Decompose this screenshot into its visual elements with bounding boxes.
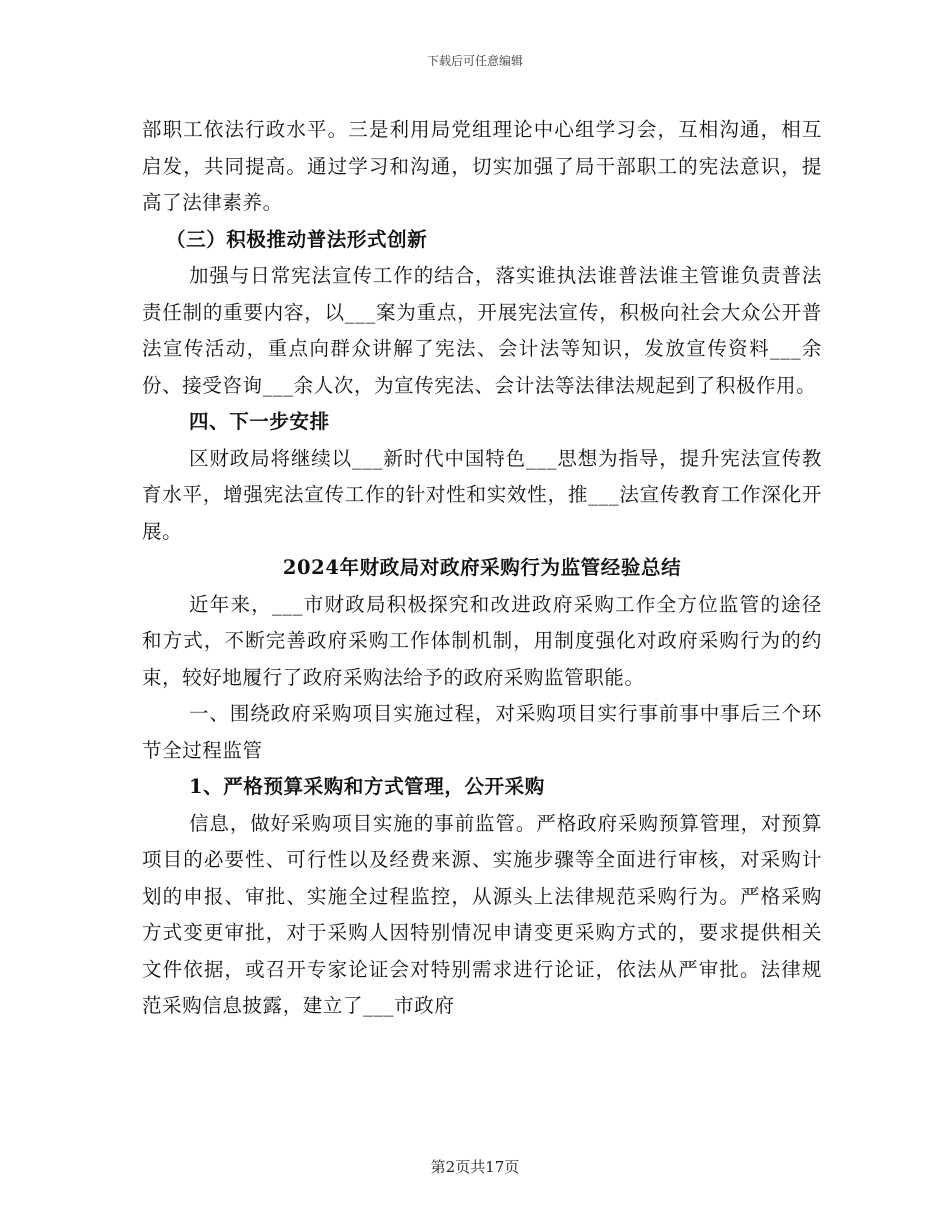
section-heading: 四、下一步安排	[189, 410, 330, 433]
paragraph: 近年来，___市财政局积极探究和改进政府采购工作全方位监管的途径和方式，不断完善政府采购工作体制机制，用制度强化对政府采购行为的约束，较好地履行了政府采购法给予的政府采购监管职能。	[142, 592, 822, 689]
document-body	[142, 112, 822, 1025]
section-subheading: （三）积极推动普法形式创新	[166, 227, 428, 251]
document-title: 2024年财政局对政府采购行为监管经验总结	[282, 556, 682, 579]
page-number: 第2页共17页	[430, 1158, 520, 1176]
paragraph: 一、围绕政府采购项目实施过程，对采购项目实行事前事中事后三个环节全过程监管	[142, 702, 822, 762]
paragraph: 信息，做好采购项目实施的事前监管。严格政府采购预算管理，对预算项目的必要性、可行性以及经费来源、实施步骤等全面进行审核，对采购计划的申报、审批、实施全过程监控，从源头上法律规范采购行为。严格采购方式变更审批，对于采购人因特别情况申请变更采购方式的，要求提供相关文件依据，或召开专家论证会对特别需求进行论证，依法从严审批。法律规范采购信息披露，建立了___市政府	[142, 811, 822, 1017]
paragraph: 区财政局将继续以___新时代中国特色___思想为指导，提升宪法宣传教育水平，增强宪法宣传工作的针对性和实效性，推___法宣传教育工作深化开展。	[142, 446, 822, 543]
section-heading: 1、严格预算采购和方式管理，公开采购	[189, 775, 545, 798]
page-header: 下载后可任意编辑	[426, 54, 523, 68]
paragraph: 加强与日常宪法宣传工作的结合，落实谁执法谁普法谁主管谁负责普法责任制的重要内容，以___案为重点，开展宪法宣传，积极向社会大众公开普法宣传活动，重点向群众讲解了宪法、会计法等知识，发放宣传资料___余份、接受咨询___余人次，为宣传宪法、会计法等法律法规起到了积极作用。	[142, 264, 822, 397]
paragraph: 部职工依法行政水平。三是利用局党组理论中心组学习会，互相沟通，相互启发，共同提高。通过学习和沟通，切实加强了局干部职工的宪法意识，提高了法律素养。	[142, 118, 822, 214]
